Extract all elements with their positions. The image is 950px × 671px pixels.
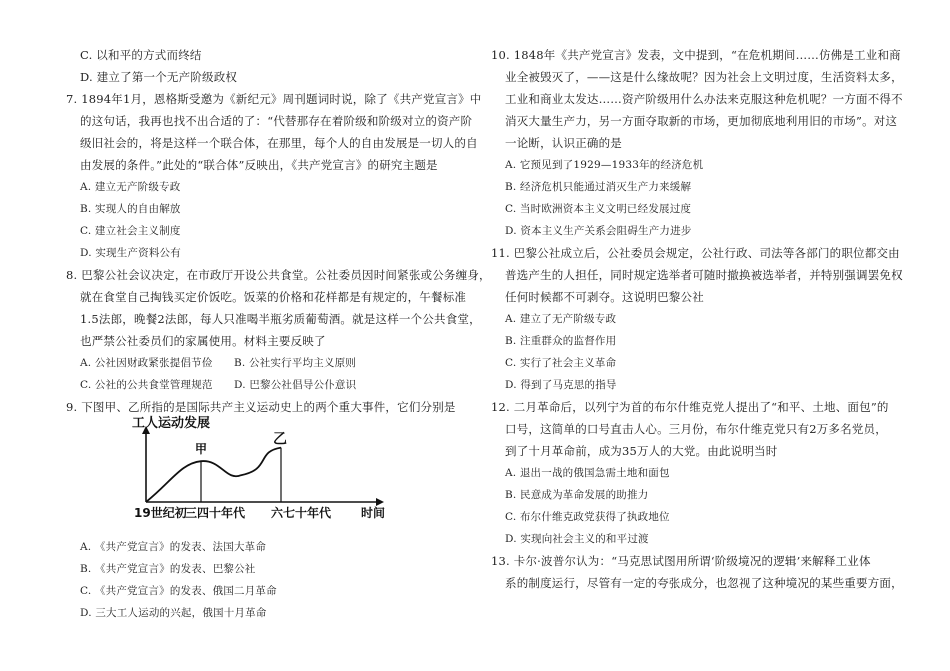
q11-stem-line1: 11. 巴黎公社成立后，公社委员会规定，公社行政、司法等各部门的职位都交由 — [491, 246, 900, 260]
q7-stem-line3: 级旧社会的，将是这样一个联合体，在那里，每个人的自由发展是一切人的自 — [80, 136, 478, 150]
q11-stem-line3: 任何时候都不可剥夺。这说明巴黎公社 — [505, 290, 704, 304]
q12-option-a: A. 退出一战的俄国急需土地和面包 — [505, 467, 670, 479]
x-tick-label: 19世纪初 — [134, 506, 187, 520]
q11-option-a: A. 建立了无产阶级专政 — [505, 313, 617, 325]
q10-stem-line4: 消灭大量生产力，另一方面夺取新的市场，更加彻底地利用旧的市场”。对这 — [505, 114, 898, 128]
q6-option-c: C. 以和平的方式而终结 — [80, 48, 202, 62]
q8-option-b: B. 公社实行平均主义原则 — [234, 357, 356, 369]
q10-option-a: A. 它预见到了1929—1933年的经济危机 — [505, 159, 704, 171]
q7-stem-line4: 由发展的条件。”此处的“联合体”反映出，《共产党宣言》的研究主题是 — [80, 158, 438, 172]
q8-option-a: A. 公社因财政紧张提倡节俭 — [80, 357, 213, 369]
q9-stem: 9. 下图甲、乙所指的是国际共产主义运动史上的两个重大事件，它们分别是 — [66, 400, 456, 414]
x-tick-label: 六七十年代 — [271, 506, 332, 520]
x-axis-arrow — [376, 498, 384, 506]
q12-option-d: D. 实现向社会主义的和平过渡 — [505, 533, 649, 545]
q8-option-c: C. 公社的公共食堂管理规范 — [80, 379, 213, 391]
chart-title: 工人运动发展 — [132, 416, 211, 431]
series-line — [146, 448, 281, 502]
q9-option-a: A. 《共产党宣言》的发表、法国大革命 — [80, 541, 267, 553]
q11-option-c: C. 实行了社会主义革命 — [505, 357, 617, 369]
q10-option-c: C. 当时欧洲资本主义文明已经发展过度 — [505, 203, 692, 215]
annotation-jia: 甲 — [195, 442, 208, 457]
q12-stem-line1: 12. 二月革命后，以列宁为首的布尔什维克党人提出了“和平、土地、面包”的 — [491, 400, 889, 414]
q6-option-d: D. 建立了第一个无产阶级政权 — [80, 70, 238, 84]
q7-stem-line2: 的这句话，我再也找不出合适的了：“代替那存在着阶级和阶级对立的资产阶 — [80, 114, 473, 128]
q12-option-c: C. 布尔什维克政党获得了执政地位 — [505, 511, 670, 523]
q13-stem-line1: 13. 卡尔·波普尔认为：“马克思试图用所谓‘阶级境况的逻辑’来解释工业体 — [491, 554, 871, 568]
q12-option-b: B. 民意成为革命发展的助推力 — [505, 489, 649, 501]
q10-stem-line5: 一论断，认识正确的是 — [505, 136, 622, 150]
q8-stem-line1: 8. 巴黎公社会议决定，在市政厅开设公共食堂。公社委员因时间紧张或公务缠身， — [66, 268, 491, 282]
q9-option-c: C. 《共产党宣言》的发表、俄国二月革命 — [80, 585, 277, 597]
q11-stem-line2: 普选产生的人担任，同时规定选举者可随时撤换被选举者，并特别强调罢免权 — [505, 268, 903, 282]
q8-stem-line4: 也严禁公社委员们的家属使用。材料主要反映了 — [80, 334, 326, 348]
q7-option-c: C. 建立社会主义制度 — [80, 225, 181, 237]
q10-option-d: D. 资本主义生产关系会阻碍生产力进步 — [505, 225, 692, 237]
labor-movement-chart — [126, 415, 436, 520]
q7-option-d: D. 实现生产资料公有 — [80, 247, 181, 259]
q11-option-b: B. 注重群众的监督作用 — [505, 335, 617, 347]
annotation-yi: 乙 — [273, 431, 287, 448]
q10-stem-line2: 业全被毁灭了，——这是什么缘故呢？因为社会上文明过度，生活资料太多， — [505, 70, 903, 84]
x-tick-label: 三四十年代 — [185, 506, 246, 520]
q11-option-d: D. 得到了马克思的指导 — [505, 379, 617, 391]
q12-stem-line3: 到了十月革命前，成为35万人的大党。由此说明当时 — [505, 444, 778, 458]
q9-option-d: D. 三大工人运动的兴起，俄国十月革命 — [80, 607, 267, 619]
q7-option-a: A. 建立无产阶级专政 — [80, 181, 181, 193]
q7-stem-line1: 7. 1894年1月，恩格斯受邀为《新纪元》周刊题词时说，除了《共产党宣言》中 — [66, 92, 482, 106]
q10-option-b: B. 经济危机只能通过消灭生产力来缓解 — [505, 181, 692, 193]
q10-stem-line3: 工业和商业太发达……资产阶级用什么办法来克服这种危机呢？一方面不得不 — [505, 92, 903, 106]
chart-svg — [126, 415, 436, 520]
q10-stem-line1: 10. 1848年《共产党宣言》发表，文中提到，“在危机期间……仿佛是工业和商 — [491, 48, 901, 62]
q13-stem-line2: 系的制度运行，尽管有一定的夸张成分，也忽视了这种境况的某些重要方面， — [505, 576, 903, 590]
q7-option-b: B. 实现人的自由解放 — [80, 203, 181, 215]
q8-option-d: D. 巴黎公社倡导公仆意识 — [234, 379, 357, 391]
q9-option-b: B. 《共产党宣言》的发表、巴黎公社 — [80, 563, 256, 575]
q8-stem-line2: 就在食堂自己掏钱买定价饭吃。饭菜的价格和花样都是有规定的，午餐标准 — [80, 290, 467, 304]
q8-stem-line3: 1.5法郎，晚餐2法郎，每人只准喝半瓶劣质葡萄酒。就是这样一个公共食堂， — [80, 312, 481, 326]
x-axis-label: 时间 — [361, 506, 386, 520]
q12-stem-line2: 口号，这简单的口号直击人心。三月份，布尔什维克党只有2万多名党员， — [505, 422, 887, 436]
